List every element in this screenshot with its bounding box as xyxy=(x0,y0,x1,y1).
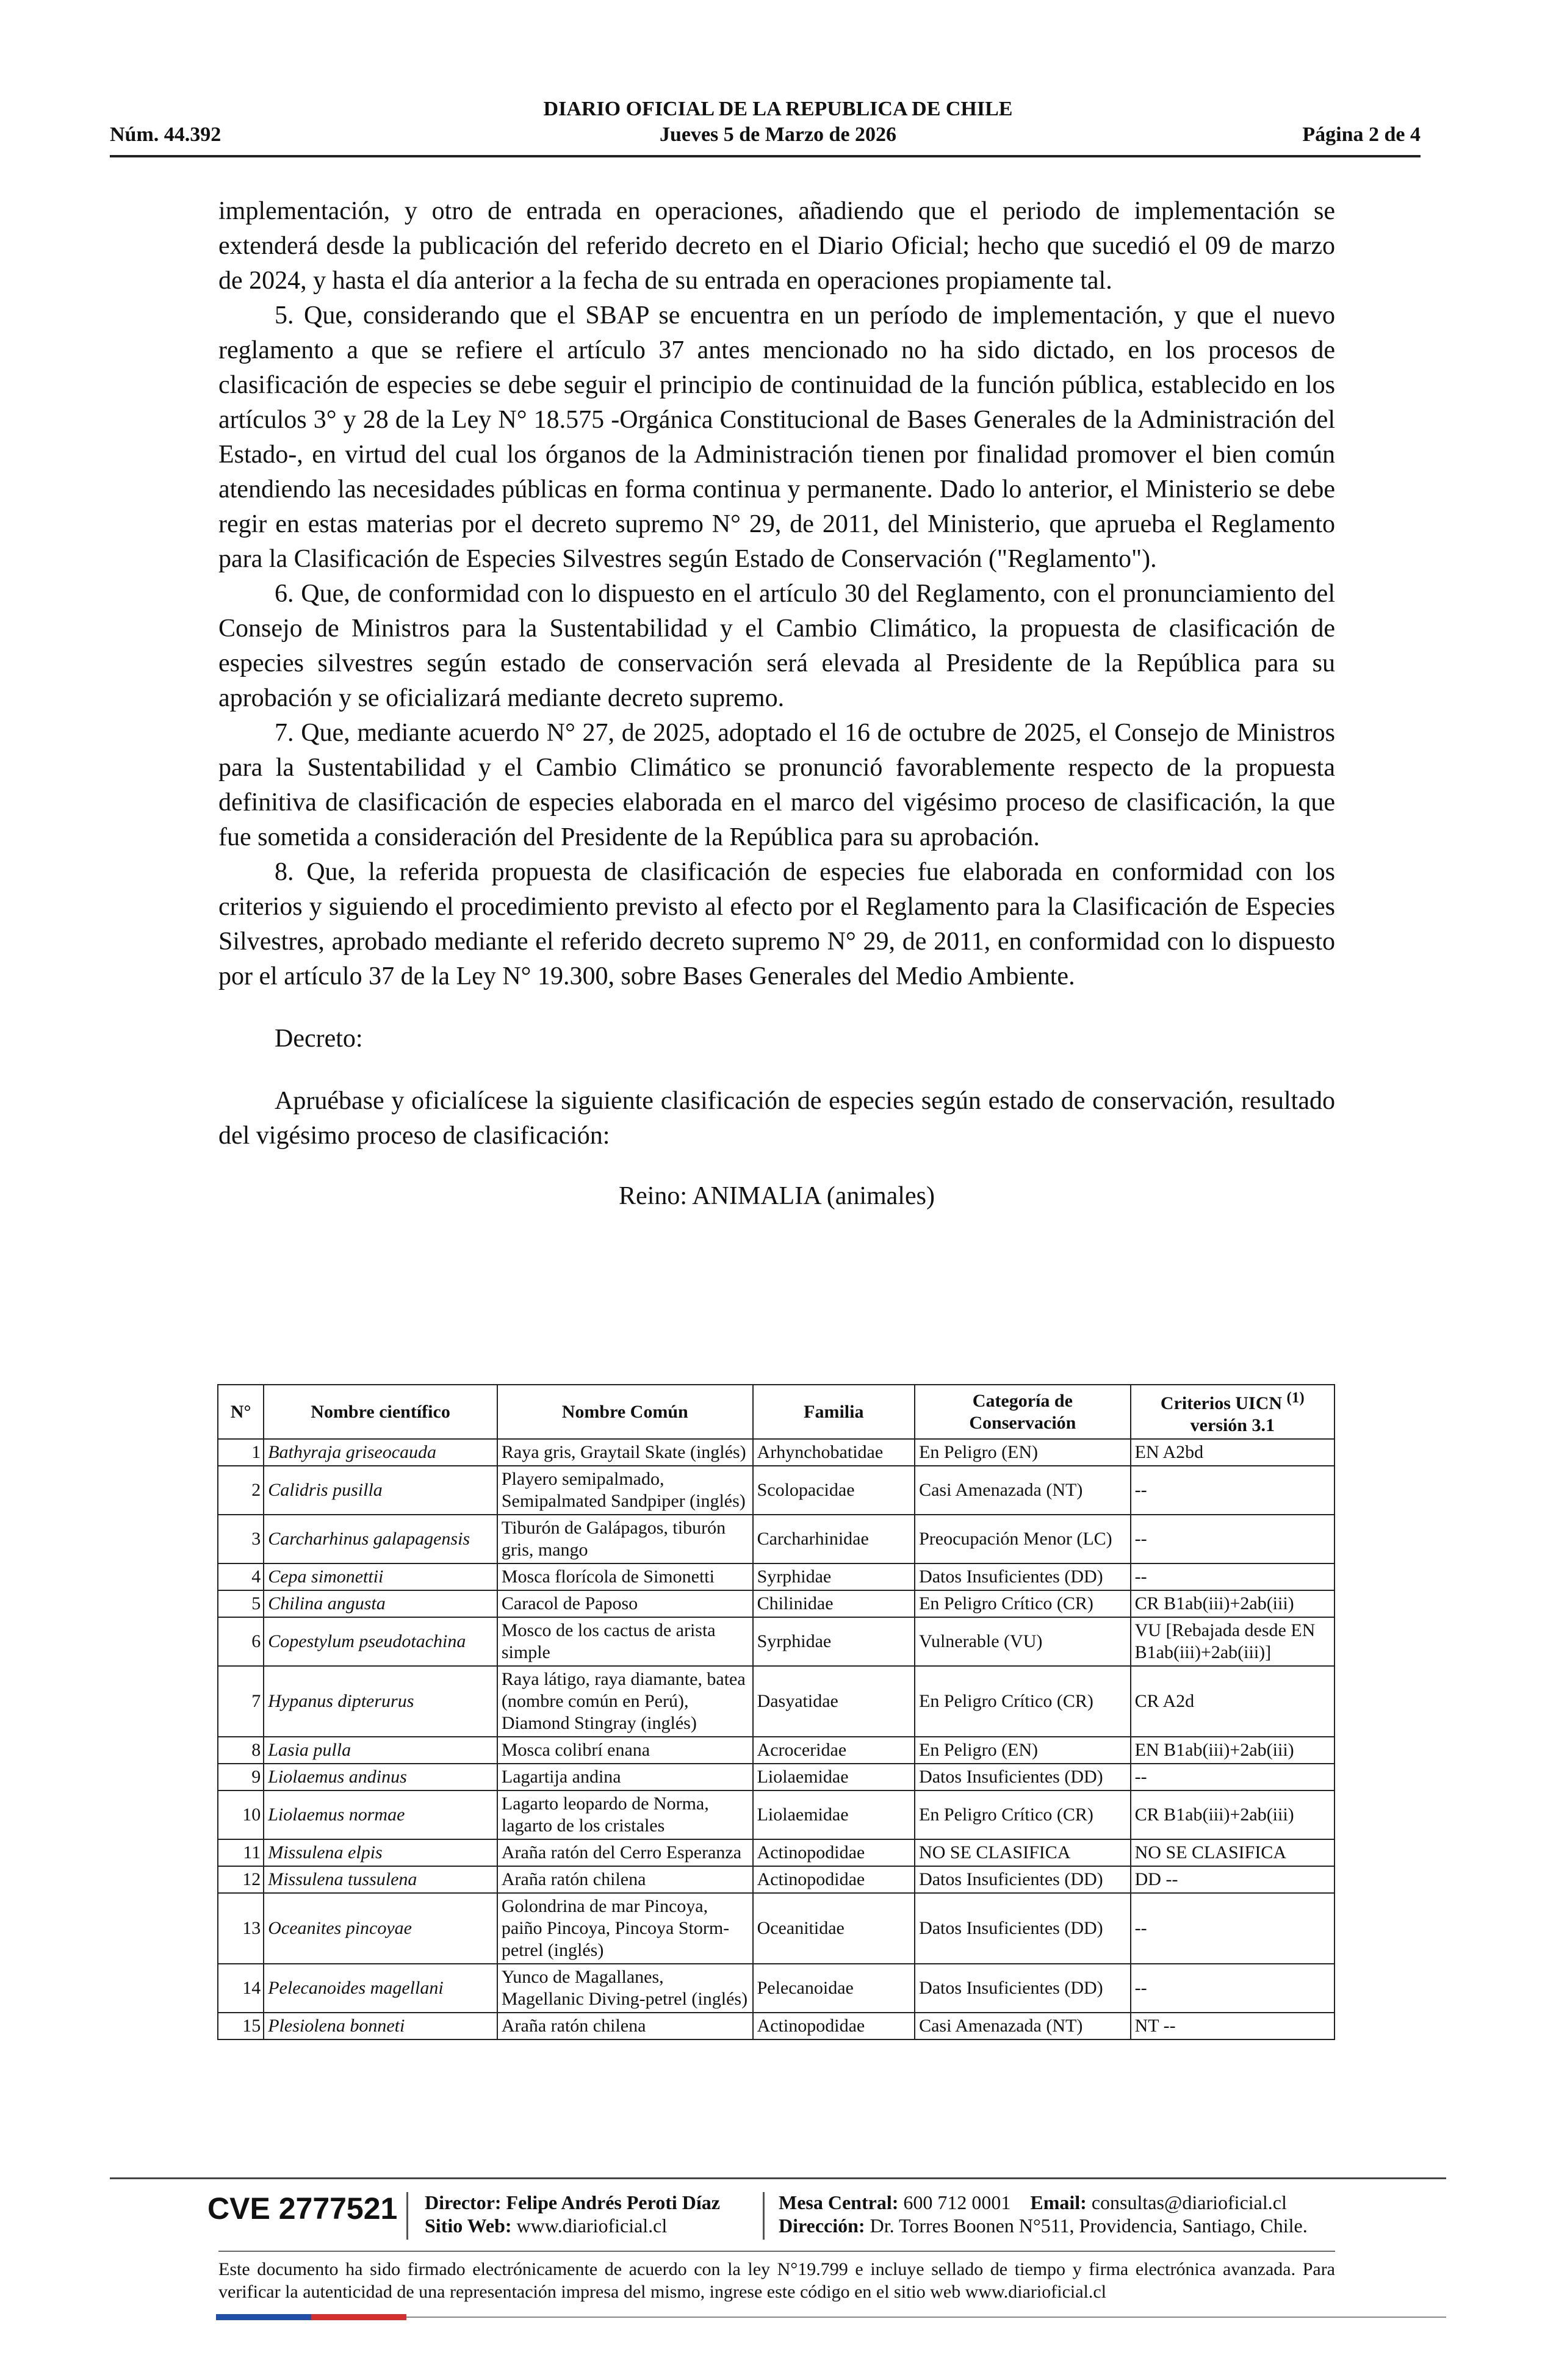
cell-criteria: CR B1ab(iii)+2ab(iii) xyxy=(1131,1590,1334,1617)
cell-scientific-name: Liolaemus andinus xyxy=(264,1764,497,1790)
criteria-footnote-mark: (1) xyxy=(1286,1390,1305,1406)
cell-number: 7 xyxy=(218,1666,264,1737)
cell-common-name: Raya gris, Graytail Skate (inglés) xyxy=(497,1439,753,1466)
director-label: Director: xyxy=(425,2191,502,2213)
table-row xyxy=(218,1617,1334,1666)
paragraph-8: 8. Que, la referida propuesta de clasificación de especies fue elaborada en conformidad con los criterios y siguiendo el procedimiento previsto al efecto por el Reglamento para la Clasificación de Especies Silvestres, aprobado mediante el referido decreto supremo N° 29, de 2011, en conformidad con lo dispuesto por el artículo 37 de la Ley N° 19.300, sobre Bases Generales del Medio Ambiente. xyxy=(218,858,1335,990)
table-row xyxy=(218,1563,1334,1590)
cell-criteria: EN B1ab(iii)+2ab(iii) xyxy=(1131,1737,1334,1764)
cell-category: Datos Insuficientes (DD) xyxy=(915,1563,1131,1590)
cell-criteria: VU [Rebajada desde EN B1ab(iii)+2ab(iii)] xyxy=(1131,1617,1334,1666)
gazette-title: DIARIO OFICIAL DE LA REPUBLICA DE CHILE xyxy=(543,98,1013,120)
cell-criteria: -- xyxy=(1131,1964,1334,2013)
phone-number: 600 712 0001 xyxy=(903,2191,1011,2213)
cell-number: 8 xyxy=(218,1737,264,1764)
cell-family: Pelecanoidae xyxy=(753,1964,915,2013)
cell-scientific-name: Chilina angusta xyxy=(264,1590,497,1617)
cell-category: Preocupación Menor (LC) xyxy=(915,1515,1131,1563)
cell-scientific-name: Missulena elpis xyxy=(264,1839,497,1866)
cell-common-name: Mosca colibrí enana xyxy=(497,1737,753,1764)
issue-date: Jueves 5 de Marzo de 2026 xyxy=(659,123,897,146)
footer-bottom-divider xyxy=(406,2317,1446,2318)
cell-family: Syrphidae xyxy=(753,1617,915,1666)
table-row xyxy=(218,1466,1334,1515)
footer-inner-divider xyxy=(218,2251,1335,2252)
cell-number: 15 xyxy=(218,2013,264,2039)
address-label: Dirección: xyxy=(779,2215,865,2237)
cell-family: Oceanitidae xyxy=(753,1893,915,1964)
cell-family: Arhynchobatidae xyxy=(753,1439,915,1466)
table-row xyxy=(218,1515,1334,1563)
table-row xyxy=(218,1666,1334,1737)
cell-scientific-name: Cepa simonettii xyxy=(264,1563,497,1590)
cell-scientific-name: Carcharhinus galapagensis xyxy=(264,1515,497,1563)
cell-criteria: CR A2d xyxy=(1131,1666,1334,1737)
cell-family: Actinopodidae xyxy=(753,1866,915,1893)
cell-scientific-name: Copestylum pseudotachina xyxy=(264,1617,497,1666)
flag-blue-band xyxy=(216,2314,311,2320)
cell-category: En Peligro Crítico (CR) xyxy=(915,1790,1131,1839)
cell-number: 3 xyxy=(218,1515,264,1563)
cell-number: 6 xyxy=(218,1617,264,1666)
cell-family: Acroceridae xyxy=(753,1737,915,1764)
cell-criteria: NT -- xyxy=(1131,2013,1334,2039)
cell-family: Scolopacidae xyxy=(753,1466,915,1515)
cell-category: Datos Insuficientes (DD) xyxy=(915,1964,1131,2013)
header-family: Familia xyxy=(753,1385,915,1439)
website-link[interactable]: www.diarioficial.cl xyxy=(516,2215,668,2237)
table-row xyxy=(218,1764,1334,1790)
cell-number: 1 xyxy=(218,1439,264,1466)
cell-category: En Peligro Crítico (CR) xyxy=(915,1590,1131,1617)
cell-category: Datos Insuficientes (DD) xyxy=(915,1893,1131,1964)
cell-number: 9 xyxy=(218,1764,264,1790)
cell-family: Liolaemidae xyxy=(753,1790,915,1839)
kingdom-heading: Reino: ANIMALIA (animales) xyxy=(619,1182,935,1210)
cell-category: En Peligro (EN) xyxy=(915,1737,1131,1764)
cell-criteria: EN A2bd xyxy=(1131,1439,1334,1466)
cell-number: 11 xyxy=(218,1839,264,1866)
flag-red-band xyxy=(311,2314,406,2320)
flag-stripe xyxy=(216,2314,406,2320)
cell-number: 4 xyxy=(218,1563,264,1590)
cell-number: 10 xyxy=(218,1790,264,1839)
cell-number: 2 xyxy=(218,1466,264,1515)
address-text: Dr. Torres Boonen N°511, Providencia, Santiago, Chile. xyxy=(870,2215,1308,2237)
page-indicator: Página 2 de 4 xyxy=(1302,123,1421,146)
table-row xyxy=(218,1590,1334,1617)
paragraph-5: 5. Que, considerando que el SBAP se encuentra en un período de implementación, y que el nuevo reglamento a que se refiere el artículo 37 antes mencionado no ha sido dictado, en los procesos de clasificación de especies se debe seguir el principio de continuidad de la función pública, establecido en los artículos 3° y 28 de la Ley N° 18.575 -Orgánica Constitucional de Bases Generales de la Administración del Estado-, en virtud del cual los órganos de la Administración tienen por finalidad promover el bien común atendiendo las necesidades públicas en forma continua y permanente. Dado lo anterior, el Ministerio se debe regir en estas materias por el decreto supremo N° 29, de 2011, del Ministerio, que aprueba el Reglamento para la Clasificación de Especies Silvestres según Estado de Conservación ("Reglamento"). xyxy=(218,301,1335,573)
cell-common-name: Lagarto leopardo de Norma, lagarto de los cristales xyxy=(497,1790,753,1839)
cell-criteria: -- xyxy=(1131,1764,1334,1790)
header-scientific-name: Nombre científico xyxy=(264,1385,497,1439)
cell-family: Dasyatidae xyxy=(753,1666,915,1737)
cell-common-name: Araña ratón del Cerro Esperanza xyxy=(497,1839,753,1866)
criteria-label: Criterios UICN xyxy=(1160,1393,1283,1413)
document-body xyxy=(218,194,1335,1214)
table-row xyxy=(218,1893,1334,1964)
cell-criteria: NO SE CLASIFICA xyxy=(1131,1839,1334,1866)
cell-category: Datos Insuficientes (DD) xyxy=(915,1764,1131,1790)
footer-director-block xyxy=(425,2191,720,2237)
cell-category: NO SE CLASIFICA xyxy=(915,1839,1131,1866)
cell-common-name: Tiburón de Galápagos, tiburón gris, mango xyxy=(497,1515,753,1563)
cell-criteria: DD -- xyxy=(1131,1866,1334,1893)
footer-contact-block xyxy=(779,2191,1308,2237)
cell-number: 13 xyxy=(218,1893,264,1964)
cell-family: Actinopodidae xyxy=(753,2013,915,2039)
cell-criteria: -- xyxy=(1131,1893,1334,1964)
cell-common-name: Mosco de los cactus de arista simple xyxy=(497,1617,753,1666)
cell-scientific-name: Pelecanoides magellani xyxy=(264,1964,497,2013)
paragraph-continuation: implementación, y otro de entrada en operaciones, añadiendo que el periodo de implementación se extenderá desde la publicación del referido decreto en el Diario Oficial; hecho que sucedió el 09 de marzo de 2024, y hasta el día anterior a la fecha de su entrada en operaciones propiamente tal. xyxy=(218,197,1335,295)
cell-category: Vulnerable (VU) xyxy=(915,1617,1131,1666)
cell-category: En Peligro Crítico (CR) xyxy=(915,1666,1131,1737)
cell-scientific-name: Bathyraja griseocauda xyxy=(264,1439,497,1466)
cve-code: CVE 2777521 xyxy=(207,2191,398,2226)
cell-scientific-name: Hypanus dipterurus xyxy=(264,1666,497,1737)
decree-heading: Decreto: xyxy=(275,1025,363,1053)
table-row xyxy=(218,1737,1334,1764)
cell-scientific-name: Oceanites pincoyae xyxy=(264,1893,497,1964)
table-row xyxy=(218,2013,1334,2039)
cell-scientific-name: Plesiolena bonneti xyxy=(264,2013,497,2039)
director-name: Felipe Andrés Peroti Díaz xyxy=(506,2191,720,2213)
cell-common-name: Raya látigo, raya diamante, batea (nombre común en Perú), Diamond Stingray (inglés) xyxy=(497,1666,753,1737)
header-category: Categoría de Conservación xyxy=(915,1385,1131,1439)
cell-family: Chilinidae xyxy=(753,1590,915,1617)
issue-number: Núm. 44.392 xyxy=(110,123,222,146)
paragraph-6: 6. Que, de conformidad con lo dispuesto en el artículo 30 del Reglamento, con el pronunciamiento del Consejo de Ministros para la Sustentabilidad y el Cambio Climático, la propuesta de clasificación de especies silvestres según estado de conservación será elevada al Presidente de la República para su aprobación y se oficializará mediante decreto supremo. xyxy=(218,580,1335,712)
email-label: Email: xyxy=(1030,2191,1087,2213)
cell-criteria: -- xyxy=(1131,1515,1334,1563)
cell-scientific-name: Calidris pusilla xyxy=(264,1466,497,1515)
footer-divider xyxy=(110,2177,1446,2179)
cell-common-name: Caracol de Paposo xyxy=(497,1590,753,1617)
cell-common-name: Playero semipalmado, Semipalmated Sandpiper (inglés) xyxy=(497,1466,753,1515)
approval-paragraph: Apruébase y oficialícese la siguiente clasificación de especies según estado de conservación, resultado del vigésimo proceso de clasificación: xyxy=(218,1087,1335,1150)
electronic-signature-note: Este documento ha sido firmado electrónicamente de acuerdo con la ley N°19.799 e incluye sellado de tiempo y firma electrónica avanzada. Para verificar la autenticidad de una representación impresa del mismo, ingrese este código en el sitio web www.diarioficial.cl xyxy=(218,2259,1335,2302)
cell-common-name: Lagartija andina xyxy=(497,1764,753,1790)
cell-criteria: -- xyxy=(1131,1563,1334,1590)
cell-family: Syrphidae xyxy=(753,1563,915,1590)
cell-criteria: -- xyxy=(1131,1466,1334,1515)
table-row xyxy=(218,1964,1334,2013)
header-divider xyxy=(110,155,1421,157)
table-row xyxy=(218,1439,1334,1466)
cell-common-name: Golondrina de mar Pincoya, paiño Pincoya, Pincoya Storm-petrel (inglés) xyxy=(497,1893,753,1964)
cell-category: En Peligro (EN) xyxy=(915,1439,1131,1466)
website-label: Sitio Web: xyxy=(425,2215,512,2237)
cell-common-name: Araña ratón chilena xyxy=(497,2013,753,2039)
cell-scientific-name: Liolaemus normae xyxy=(264,1790,497,1839)
table-header-row xyxy=(218,1385,1334,1439)
cell-common-name: Mosca florícola de Simonetti xyxy=(497,1563,753,1590)
header-number: N° xyxy=(218,1385,264,1439)
cell-category: Casi Amenazada (NT) xyxy=(915,1466,1131,1515)
species-classification-table xyxy=(217,1384,1335,2040)
footer-separator xyxy=(406,2192,408,2240)
cell-number: 12 xyxy=(218,1866,264,1893)
cell-number: 5 xyxy=(218,1590,264,1617)
cell-scientific-name: Missulena tussulena xyxy=(264,1866,497,1893)
cell-family: Liolaemidae xyxy=(753,1764,915,1790)
header-criteria xyxy=(1131,1385,1334,1439)
cell-number: 14 xyxy=(218,1964,264,2013)
cell-family: Carcharhinidae xyxy=(753,1515,915,1563)
table-row xyxy=(218,1790,1334,1839)
table-row xyxy=(218,1839,1334,1866)
paragraph-7: 7. Que, mediante acuerdo N° 27, de 2025, adoptado el 16 de octubre de 2025, el Consejo de Ministros para la Sustentabilidad y el Cambio Climático se pronunció favorablemente respecto de la propuesta definitiva de clasificación de especies elaborada en el marco del vigésimo proceso de clasificación, la que fue sometida a consideración del Presidente de la República para su aprobación. xyxy=(218,719,1335,851)
cell-scientific-name: Lasia pulla xyxy=(264,1737,497,1764)
criteria-version: versión 3.1 xyxy=(1190,1415,1275,1435)
phone-label: Mesa Central: xyxy=(779,2191,899,2213)
header-common-name: Nombre Común xyxy=(497,1385,753,1439)
email-link[interactable]: consultas@diarioficial.cl xyxy=(1091,2191,1287,2213)
cell-family: Actinopodidae xyxy=(753,1839,915,1866)
table-row xyxy=(218,1866,1334,1893)
cell-common-name: Yunco de Magallanes, Magellanic Diving-petrel (inglés) xyxy=(497,1964,753,2013)
cell-criteria: CR B1ab(iii)+2ab(iii) xyxy=(1131,1790,1334,1839)
cell-common-name: Araña ratón chilena xyxy=(497,1866,753,1893)
footer-separator xyxy=(763,2192,765,2240)
cell-category: Casi Amenazada (NT) xyxy=(915,2013,1131,2039)
cell-category: Datos Insuficientes (DD) xyxy=(915,1866,1131,1893)
